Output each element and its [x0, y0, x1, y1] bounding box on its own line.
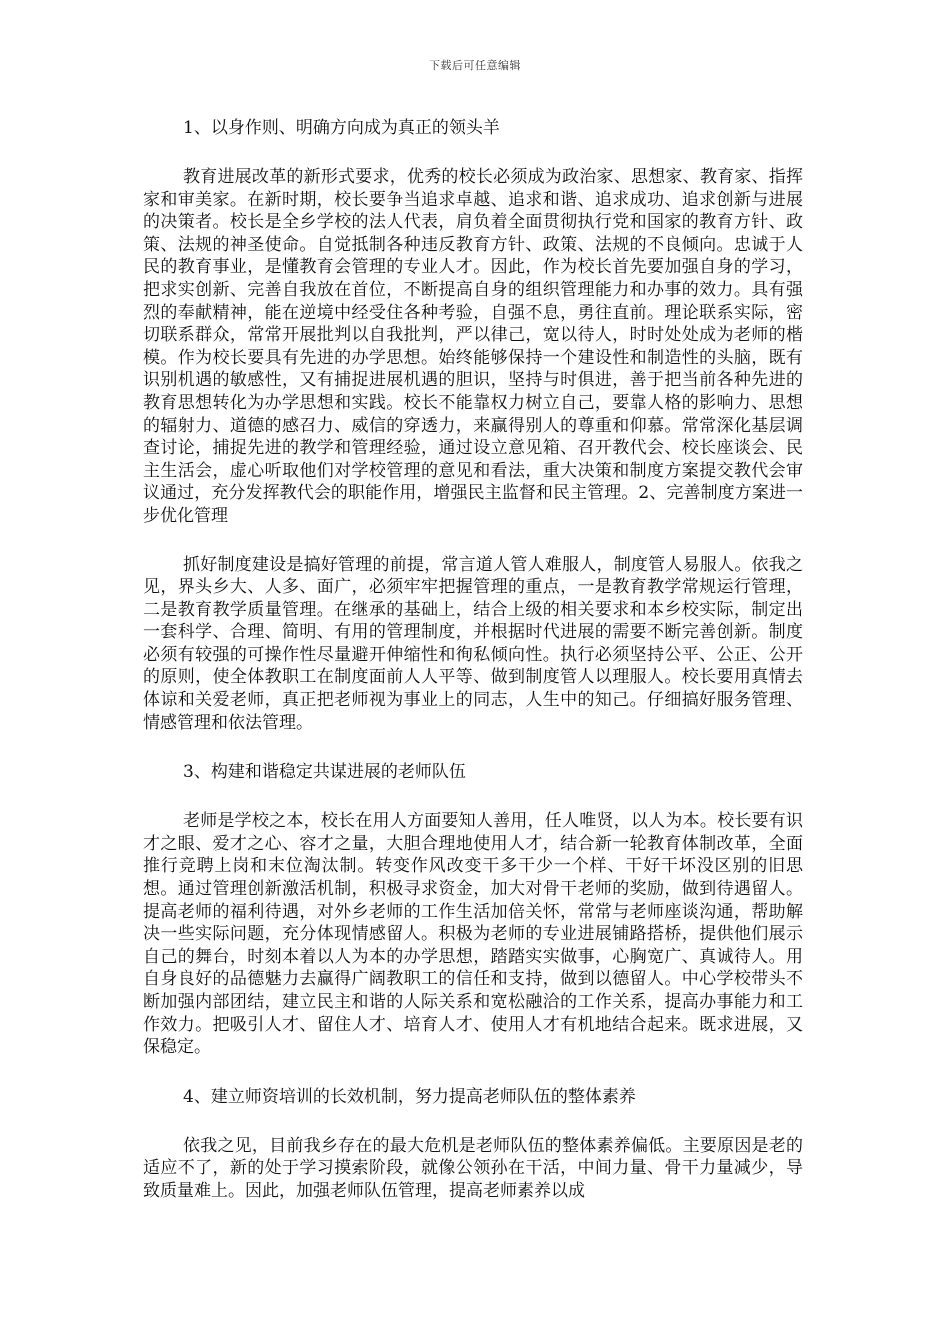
section-1-heading: 1、以身作则、明确方向成为真正的领头羊	[183, 118, 500, 138]
section-2-paragraph: 抓好制度建设是搞好管理的前提，常言道人管人难服人，制度管人易服人。依我之见，界头乡大、人多、面广，必须牢牢把握管理的重点，一是教育教学常规运行管理，二是教育教学质量管理。在继承的基础上，结合上级的相关要求和本乡校实际，制定出一套科学、合理、简明、有用的管理制度，并根据时代进展的需要不断完善创新。制度必须有较强的可操作性尽量避开伸缩性和徇私倾向性。执行必须坚持公平、公正、公开的原则，使全体教职工在制度面前人人平等、做到制度管人以理服人。校长要用真情去体谅和关爱老师，真正把老师视为事业上的同志，人生中的知己。仔细搞好服务管理、情感管理和依法管理。	[143, 554, 803, 733]
section-3-heading: 3、构建和谐稳定共谋进展的老师队伍	[183, 762, 466, 783]
document-body	[143, 116, 803, 1229]
section-4-paragraph: 依我之见，目前我乡存在的最大危机是老师队伍的整体素养偏低。主要原因是老的适应不了，新的处于学习摸索阶段，就像公领孙在干活，中间力量、骨干力量减少，导致质量难上。因此，加强老师队伍管理，提高老师素养以成	[143, 1135, 803, 1201]
section-1-paragraph: 教育进展改革的新形式要求，优秀的校长必须成为政治家、思想家、教育家、指挥家和审美家。在新时期，校长要争当追求卓越、追求和谐、追求成功、追求创新与进展的决策者。校长是全乡学校的法人代表，肩负着全面贯彻执行党和国家的教育方针、政策、法规的神圣使命。自觉抵制各种违反教育方针、政策、法规的不良倾向。忠诚于人民的教育事业，是懂教育会管理的专业人才。因此，作为校长首先要加强自身的学习，把求实创新、完善自我放在首位，不断提高自身的组织管理能力和办事的效力。具有强烈的奉献精神，能在逆境中经受住各种考验，自强不息，勇往直前。理论联系实际，密切联系群众，常常开展批判以自我批判，严以律己，宽以待人，时时处处成为老师的楷模。作为校长要具有先进的办学思想。始终能够保持一个建设性和制造性的头脑，既有识别机遇的敏感性，又有捕捉进展机遇的胆识，坚持与时俱进，善于把当前各种先进的教育思想转化为办学思想和实践。校长不能靠权力树立自己，要靠人格的影响力、思想的辐射力、道德的感召力、威信的穿透力，来赢得别人的尊重和仰慕。常常深化基层调查讨论，捕捉先进的教学和管理经验，通过设立意见箱、召开教代会、校长座谈会、民主生活会，虚心听取他们对学校管理的意见和看法，重大决策和制度方案提交教代会审议通过，充分发挥教代会的职能作用，增强民主监督和民主管理。2、完善制度方案进一步优化管理	[143, 167, 803, 526]
page-header-note: 下载后可任意编辑	[429, 59, 521, 72]
section-4-heading: 4、建立师资培训的长效机制，努力提高老师队伍的整体素养	[183, 1086, 636, 1107]
section-3-paragraph: 老师是学校之本，校长在用人方面要知人善用，任人唯贤，以人为本。校长要有识才之眼、爱才之心、容才之量，大胆合理地使用人才，结合新一轮教育体制改革，全面推行竞聘上岗和末位淘汰制。转变作风改变干多干少一个样、干好干坏没区别的旧思想。通过管理创新激活机制，积极寻求资金，加大对骨干老师的奖励，做到待遇留人。提高老师的福利待遇，对外乡老师的工作生活加倍关怀，常常与老师座谈沟通，帮助解决一些实际问题，充分体现情感留人。积极为老师的专业进展铺路搭桥，提供他们展示自己的舞台，时刻本着以人为本的办学思想，踏踏实实做事，心胸宽广、真诚待人。用自身良好的品德魅力去赢得广阔教职工的信任和支持，做到以德留人。中心学校带头不断加强内部团结，建立民主和谐的人际关系和宽松融洽的工作关系，提高办事能力和工作效力。把吸引人才、留住人才、培育人才、使用人才有机地结合起来。既求进展，又保稳定。	[143, 811, 803, 1058]
